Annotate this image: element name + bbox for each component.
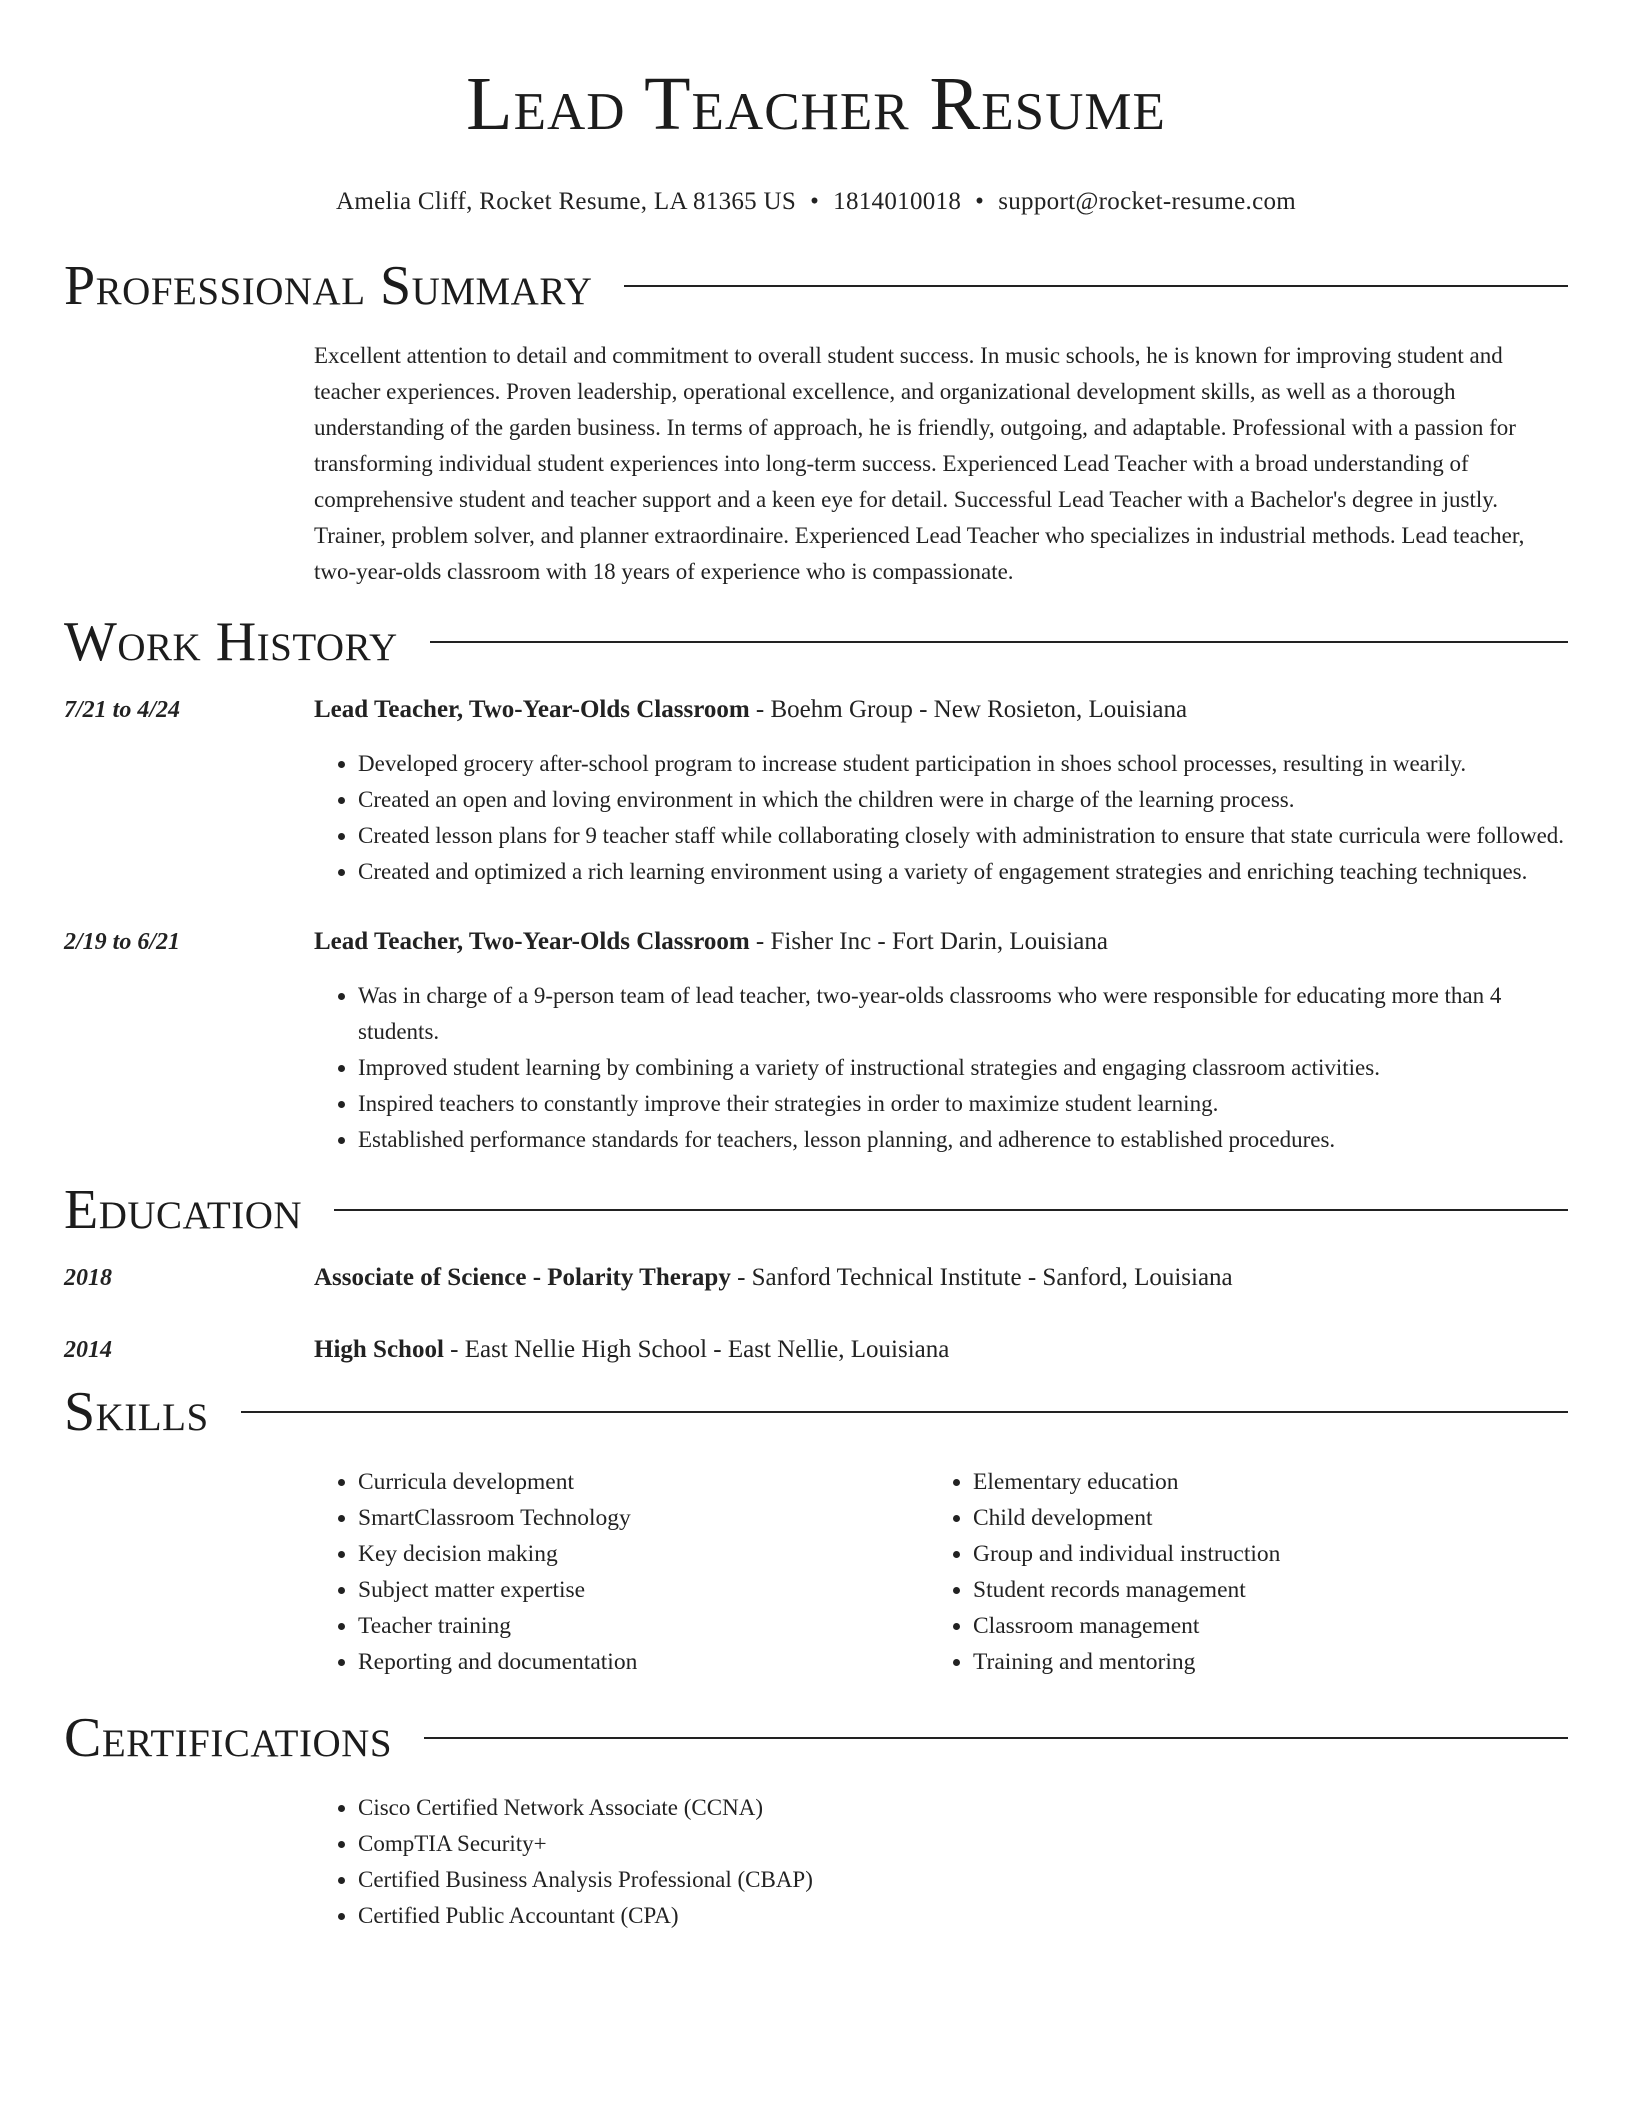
skill-item: • Classroom management [973, 1608, 1544, 1644]
skill-item: • Training and mentoring [973, 1644, 1544, 1680]
education-degree: Associate of Science - Polarity Therapy [314, 1264, 731, 1291]
list-item: • Inspired teachers to constantly improve their strategies in order to maximize student learning. [358, 1086, 1568, 1122]
list-item: • Developed grocery after-school program to increase student participation in shoes school processes, resulting in wearily. [358, 746, 1568, 782]
summary-paragraph: Excellent attention to detail and commitment to overall student success. In music schools, he is known for improving student and teacher experiences. Proven leadership, operational excellence, and organizational development skills, as well as a thorough understanding of the garden business. In terms of approach, he is friendly, outgoing, and adaptable. Professional with a passion for transforming individual student experiences into long-term success. Experienced Lead Teacher with a broad understanding of comprehensive student and teacher support and a keen eye for detail. Successful Lead Teacher with a Bachelor's degree in justly. Trainer, problem solver, and planner extraordinaire. Experienced Lead Teacher who specializes in industrial methods. Lead teacher, two-year-olds classroom with 18 years of experience who is compassionate. [314, 343, 1525, 584]
skill-item: • Teacher training [358, 1608, 929, 1644]
skill-item: • Child development [973, 1500, 1544, 1536]
section-title: Professional Summary [64, 255, 593, 317]
section-title: Education [64, 1179, 303, 1241]
certifications-section [64, 1706, 1568, 1934]
skill-item: • Student records management [973, 1572, 1544, 1608]
contact-address: Amelia Cliff, Rocket Resume, LA 81365 US [335, 188, 797, 215]
certification-item: • CompTIA Security+ [358, 1826, 1568, 1862]
job-entry [64, 692, 1568, 890]
education-details: - Sanford Technical Institute - Sanford, Louisiana [730, 1264, 1233, 1291]
job-bullets [314, 746, 1568, 890]
certification-item: • Certified Business Analysis Professional (CBAP) [358, 1862, 1568, 1898]
section-title: Work History [64, 611, 398, 673]
section-divider [334, 1209, 1568, 1211]
job-details: - Fisher Inc - Fort Darin, Louisiana [749, 928, 1108, 955]
skill-item: • Curricula development [358, 1464, 929, 1500]
education-entry [64, 1332, 1568, 1368]
list-item: • Created an open and loving environment in which the children were in charge of the learning process. [358, 782, 1568, 818]
job-bullets [314, 978, 1568, 1158]
section-title: Skills [64, 1381, 209, 1443]
education-details: - East Nellie High School - East Nellie, Louisiana [443, 1336, 950, 1363]
section-divider [424, 1737, 1568, 1739]
skills-list-right [929, 1464, 1544, 1680]
skills-list-left [314, 1464, 929, 1680]
education-year: 2018 [64, 1265, 112, 1291]
job-title: Lead Teacher, Two-Year-Olds Classroom [314, 928, 750, 955]
skill-item: • Key decision making [358, 1536, 929, 1572]
skill-item: • Reporting and documentation [358, 1644, 929, 1680]
job-entry [64, 924, 1568, 1158]
contact-separator: • [810, 188, 820, 215]
list-item: • Created lesson plans for 9 teacher staff while collaborating closely with administration to ensure that state curricula were followed. [358, 818, 1568, 854]
job-dates: 7/21 to 4/24 [64, 697, 181, 723]
skills-section [64, 1380, 1568, 1680]
list-item: • Established performance standards for teachers, lesson planning, and adherence to established procedures. [358, 1122, 1568, 1158]
education-headline [314, 1332, 949, 1368]
skill-item: • Subject matter expertise [358, 1572, 929, 1608]
skill-item: • Elementary education [973, 1464, 1544, 1500]
section-header [64, 1178, 1568, 1242]
section-divider [430, 641, 1568, 643]
contact-email: support@rocket-resume.com [998, 188, 1297, 215]
section-divider [241, 1411, 1568, 1413]
section-title: Certifications [64, 1707, 393, 1769]
contact-phone: 1814010018 [833, 188, 962, 215]
certifications-list [314, 1790, 1568, 1934]
section-header [64, 1706, 1568, 1770]
certification-item: • Cisco Certified Network Associate (CCNA) [358, 1790, 1568, 1826]
job-details: - Boehm Group - New Rosieton, Louisiana [749, 696, 1188, 723]
job-headline [314, 924, 1108, 960]
section-header [64, 254, 1568, 318]
list-item: • Created and optimized a rich learning environment using a variety of engagement strategies and enriching teaching techniques. [358, 854, 1568, 890]
education-year: 2014 [64, 1337, 112, 1363]
job-title: Lead Teacher, Two-Year-Olds Classroom [314, 696, 750, 723]
skill-item: • SmartClassroom Technology [358, 1500, 929, 1536]
section-header [64, 1380, 1568, 1444]
contact-separator: • [975, 188, 985, 215]
list-item: • Improved student learning by combining a variety of instructional strategies and engaging classroom activities. [358, 1050, 1568, 1086]
work-history-section [64, 610, 1568, 1158]
job-headline [314, 692, 1187, 728]
contact-line [64, 186, 1568, 218]
certification-item: • Certified Public Accountant (CPA) [358, 1898, 1568, 1934]
list-item: • Was in charge of a 9-person team of lead teacher, two-year-olds classrooms who were responsible for educating more than 4 students. [358, 978, 1568, 1050]
education-entry [64, 1260, 1568, 1296]
summary-section [64, 254, 1568, 590]
document-title: Lead Teacher Resume [466, 62, 1166, 146]
education-degree: High School [314, 1336, 444, 1363]
section-divider [624, 285, 1568, 287]
education-headline [314, 1260, 1233, 1296]
skill-item: • Group and individual instruction [973, 1536, 1544, 1572]
education-section [64, 1178, 1568, 1368]
section-header [64, 610, 1568, 674]
job-dates: 2/19 to 6/21 [64, 929, 181, 955]
